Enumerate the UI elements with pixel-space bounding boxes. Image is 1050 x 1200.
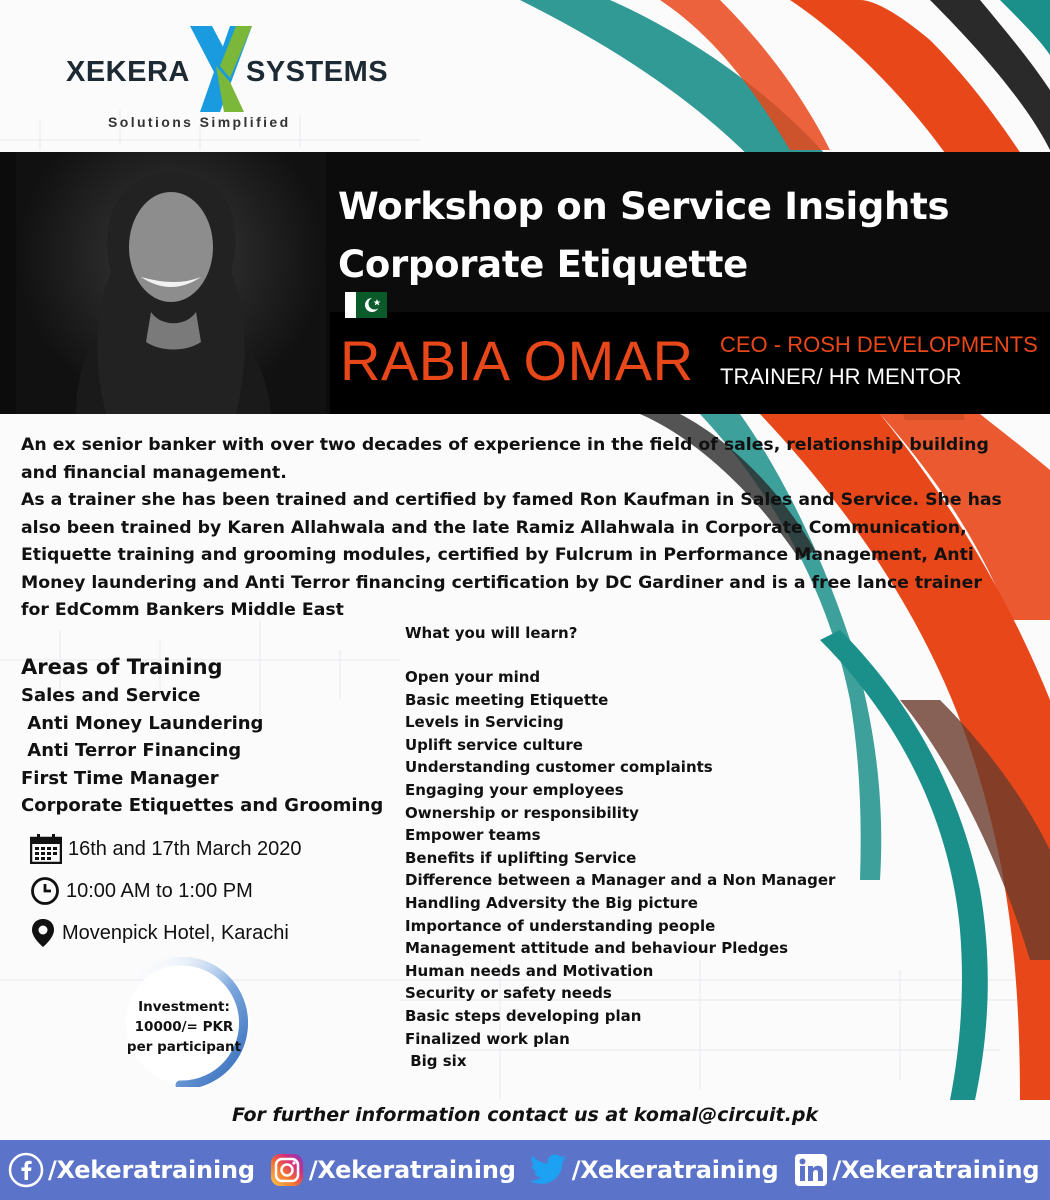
learn-item: Open your mind: [405, 668, 541, 686]
calendar-icon: [30, 834, 62, 864]
learn-item: Understanding customer complaints: [405, 758, 713, 777]
area-item: First Time Manager: [21, 767, 219, 789]
learn-item: Benefits if uplifting Service: [405, 848, 637, 867]
instagram-icon: [269, 1152, 305, 1188]
company-logo: [62, 26, 389, 138]
logo-x-icon: [190, 26, 252, 112]
learn-item: Ownership or responsibility: [405, 803, 639, 822]
learn-item: Levels in Servicing: [405, 713, 564, 732]
instagram-handle: /Xekeratraining: [308, 1156, 516, 1184]
twitter-handle: /Xekeratraining: [571, 1156, 779, 1184]
bio-line: Etiquette training and grooming modules, certified by Fulcrum in Performance Management, Anti: [21, 545, 974, 565]
linkedin-handle: /Xekeratraining: [832, 1156, 1040, 1184]
learn-item: Uplift service culture: [405, 735, 583, 754]
bio-line: As a trainer she has been trained and certified by famed Ron Kaufman in Sales and Service. She has: [21, 490, 1002, 510]
linkedin-link[interactable]: [793, 1152, 1040, 1188]
learn-item: Difference between a Manager and a Non Manager: [405, 871, 836, 890]
event-venue: Movenpick Hotel, Karachi: [62, 921, 289, 944]
speaker-photo: [16, 152, 326, 414]
learn-item: Finalized work plan: [405, 1029, 570, 1048]
twitter-icon: [530, 1154, 568, 1186]
bio-line: An ex senior banker with over two decades of experience in the field of sales, relationship building: [21, 435, 989, 455]
learning-outcomes: [405, 622, 835, 1073]
learn-item: Security or safety needs: [405, 984, 612, 1003]
facebook-icon: [8, 1152, 44, 1188]
logo-word-right: SYSTEMS: [246, 56, 389, 88]
linkedin-icon: [793, 1152, 829, 1188]
learn-heading: What you will learn?: [405, 624, 578, 642]
speaker-role-ceo: CEO - ROSH DEVELOPMENTS: [720, 332, 1038, 357]
bio-line: and financial management.: [21, 462, 287, 483]
investment-label: Investment:: [138, 999, 230, 1015]
event-date-row: [30, 834, 302, 864]
twitter-link[interactable]: [530, 1154, 779, 1186]
area-item: Anti Terror Financing: [21, 740, 242, 762]
logo-word-left: XEKERA: [66, 56, 190, 88]
area-item: Sales and Service: [21, 685, 201, 706]
event-venue-row: [30, 918, 289, 948]
learn-item: Engaging your employees: [405, 780, 624, 799]
area-item: Anti Money Laundering: [21, 712, 264, 734]
clock-icon: [30, 876, 60, 906]
speaker-role-trainer: TRAINER/ HR MENTOR: [720, 364, 962, 389]
event-date: 16th and 17th March 2020: [68, 837, 302, 860]
areas-heading: Areas of Training: [21, 655, 223, 679]
logo-tagline: Solutions Simplified: [108, 114, 291, 130]
instagram-link[interactable]: [269, 1152, 516, 1188]
event-time-row: [30, 876, 253, 906]
facebook-link[interactable]: [8, 1152, 255, 1188]
bio-line: Money laundering and Anti Terror financing certification by DC Gardiner and is a free lance trainer: [21, 572, 982, 593]
investment-badge: [110, 957, 256, 1087]
learn-item: Basic steps developing plan: [405, 1006, 642, 1025]
workshop-title: [338, 178, 949, 294]
social-footer: [0, 1140, 1050, 1200]
investment-unit: per participant: [126, 1039, 242, 1055]
pakistan-flag-icon: [345, 292, 387, 318]
title-line-2: Corporate Etiquette: [338, 243, 748, 286]
learn-item: Management attitude and behaviour Pledges: [405, 939, 789, 958]
title-line-1: Workshop on Service Insights: [338, 185, 950, 228]
speaker-banner: [0, 152, 1050, 414]
area-item: Corporate Etiquettes and Grooming: [21, 795, 384, 817]
investment-text: [118, 997, 250, 1057]
speaker-bio: [21, 432, 1046, 625]
learn-item: Handling Adversity the Big picture: [405, 893, 698, 912]
bio-line: for EdComm Bankers Middle East: [21, 600, 344, 620]
investment-amount: 10000/= PKR: [134, 1019, 234, 1035]
learn-item: Empower teams: [405, 826, 541, 845]
learn-item: Importance of understanding people: [405, 916, 716, 935]
learn-item: Human needs and Motivation: [405, 961, 654, 980]
location-pin-icon: [30, 918, 56, 948]
learn-item: Big six: [405, 1052, 467, 1071]
bio-line: also been trained by Karen Allahwala and the late Ramiz Allahwala in Corporate Communication,: [21, 517, 967, 538]
event-time: 10:00 AM to 1:00 PM: [66, 879, 253, 902]
facebook-handle: /Xekeratraining: [48, 1156, 255, 1184]
contact-line: For further information contact us at komal@circuit.pk: [231, 1104, 819, 1126]
areas-of-training: [21, 652, 383, 820]
learn-item: Basic meeting Etiquette: [405, 690, 609, 709]
speaker-name: RABIA OMAR: [340, 329, 694, 392]
